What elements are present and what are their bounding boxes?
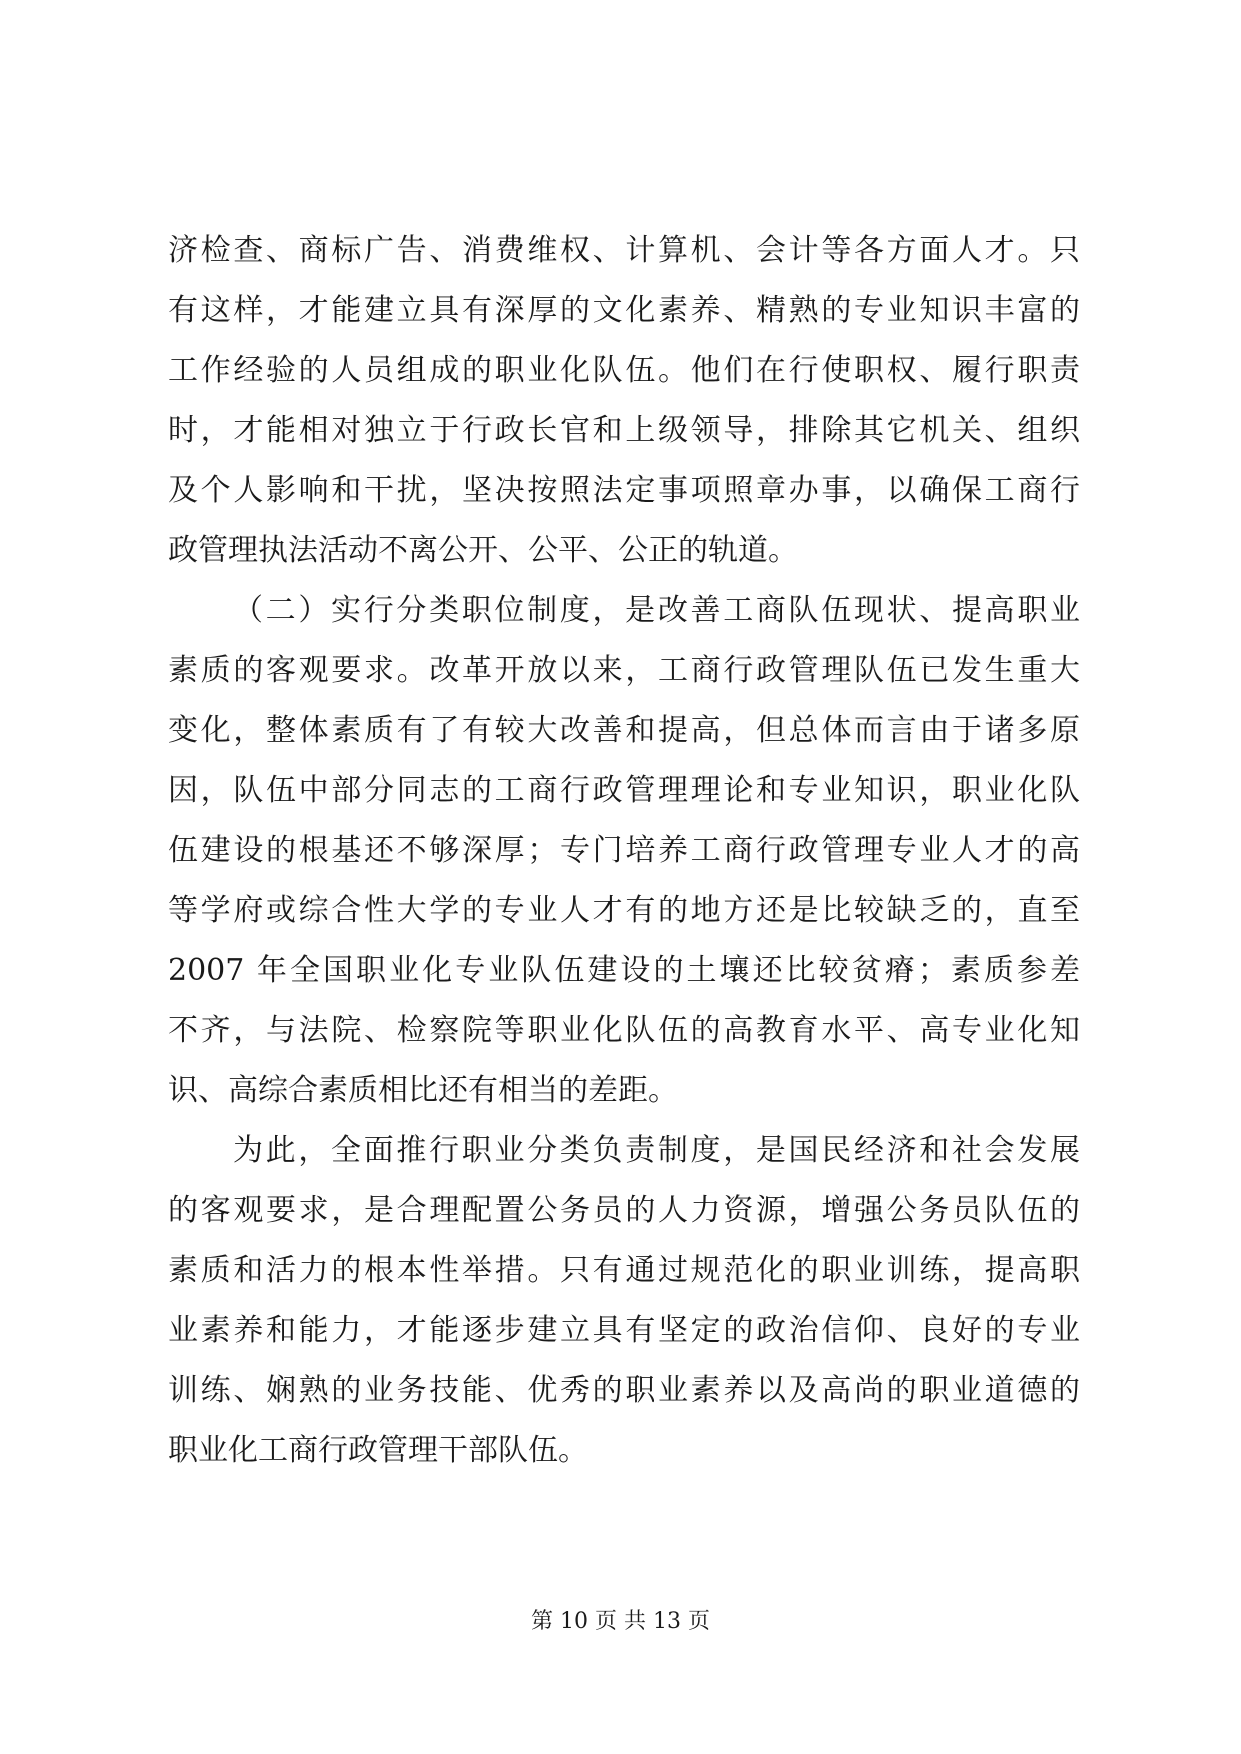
paragraph — [168, 581, 1080, 1121]
text-line: 素质的客观要求。改革开放以来，工商行政管理队伍已发生重大 — [168, 653, 1080, 688]
text-line: 伍建设的根基还不够深厚；专门培养工商行政管理专业人才的高 — [168, 833, 1080, 868]
text-line: 的客观要求，是合理配置公务员的人力资源，增强公务员队伍的 — [168, 1193, 1080, 1228]
text-line: 训练、娴熟的业务技能、优秀的职业素养以及高尚的职业道德的 — [168, 1373, 1080, 1408]
text-line: 及个人影响和干扰，坚决按照法定事项照章办事，以确保工商行 — [168, 473, 1080, 508]
text-line: （二）实行分类职位制度，是改善工商队伍现状、提高职业 — [233, 593, 1080, 628]
text-line: 有这样，才能建立具有深厚的文化素养、精熟的专业知识丰富的 — [168, 293, 1080, 328]
text-line: 工作经验的人员组成的职业化队伍。他们在行使职权、履行职责 — [168, 353, 1080, 388]
body-text — [168, 221, 1080, 1481]
page-footer: 第 10 页 共 13 页 — [531, 1609, 710, 1634]
text-line: 不齐，与法院、检察院等职业化队伍的高教育水平、高专业化知 — [168, 1013, 1080, 1048]
text-line: 等学府或综合性大学的专业人才有的地方还是比较缺乏的，直至 — [168, 893, 1080, 928]
text-line: 业素养和能力，才能逐步建立具有坚定的政治信仰、良好的专业 — [168, 1313, 1080, 1348]
text-line: 因，队伍中部分同志的工商行政管理理论和专业知识，职业化队 — [168, 773, 1080, 808]
text-line: 济检查、商标广告、消费维权、计算机、会计等各方面人才。只 — [168, 233, 1080, 268]
text-line: 变化，整体素质有了有较大改善和提高，但总体而言由于诸多原 — [168, 713, 1080, 748]
text-line: 2007 年全国职业化专业队伍建设的土壤还比较贫瘠；素质参差 — [168, 953, 1080, 988]
paragraph — [168, 1121, 1080, 1481]
text-line: 政管理执法活动不离公开、公平、公正的轨道。 — [168, 533, 798, 568]
paragraph — [168, 221, 1080, 581]
text-line: 为此，全面推行职业分类负责制度，是国民经济和社会发展 — [233, 1133, 1080, 1168]
text-line: 时，才能相对独立于行政长官和上级领导，排除其它机关、组织 — [168, 413, 1080, 448]
text-line: 识、高综合素质相比还有相当的差距。 — [168, 1073, 678, 1108]
text-line: 素质和活力的根本性举措。只有通过规范化的职业训练，提高职 — [168, 1253, 1080, 1288]
text-line: 职业化工商行政管理干部队伍。 — [168, 1433, 588, 1468]
